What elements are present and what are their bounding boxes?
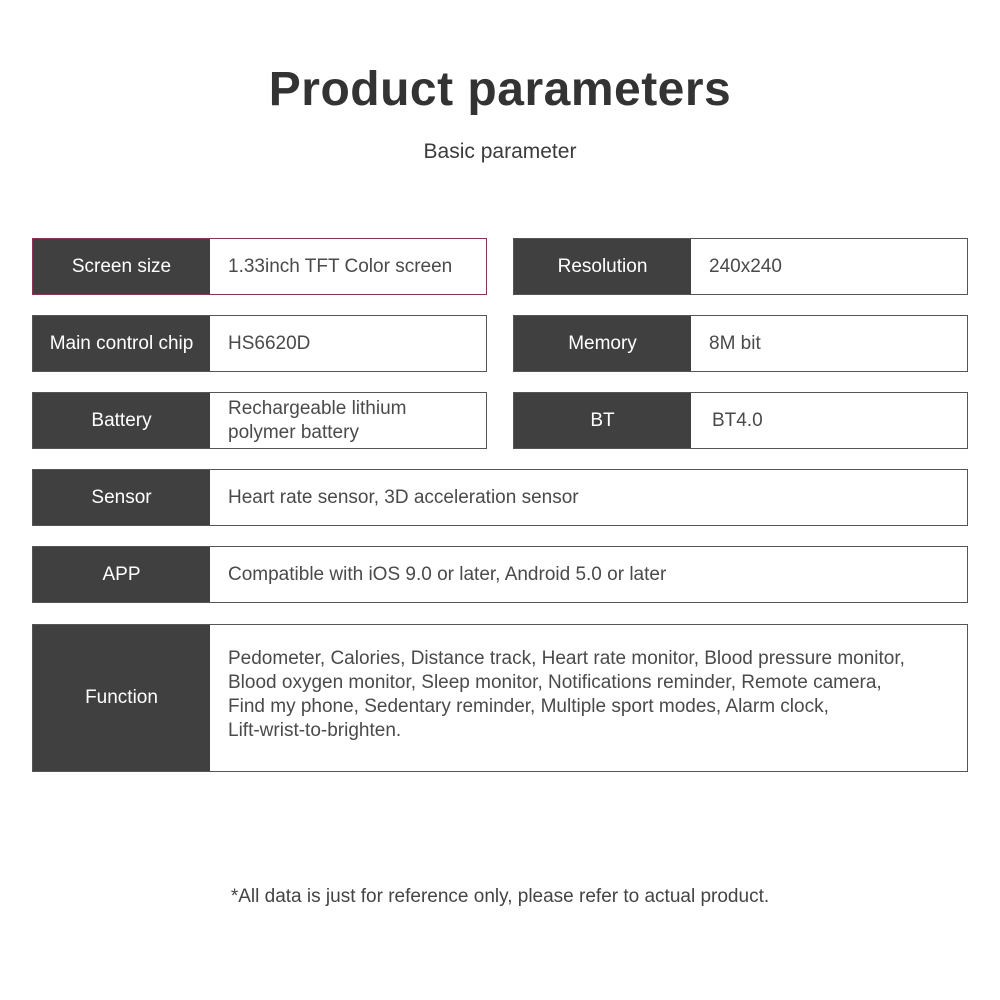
param-row-battery [32, 392, 487, 449]
param-row-resolution [513, 238, 968, 295]
param-value-sensor: Heart rate sensor, 3D acceleration sensor [228, 486, 579, 508]
param-row-sensor [32, 469, 968, 526]
param-row-screen-size [32, 238, 487, 295]
param-label-sensor: Sensor [33, 470, 210, 525]
param-label-app: APP [33, 547, 210, 602]
param-label-bt: BT [514, 393, 691, 448]
page-title: Product parameters [268, 63, 732, 116]
param-label-chip: Main control chip [33, 316, 210, 371]
param-value-memory: 8M bit [709, 332, 761, 354]
footnote: *All data is just for reference only, please refer to actual product. [230, 886, 770, 907]
param-label-screen-size: Screen size [33, 239, 210, 294]
param-value-chip: HS6620D [228, 332, 311, 354]
param-label-resolution: Resolution [514, 239, 691, 294]
param-row-app [32, 546, 968, 603]
param-label-battery: Battery [33, 393, 210, 448]
param-value-bt: BT4.0 [712, 409, 763, 431]
param-label-memory: Memory [514, 316, 691, 371]
param-row-memory [513, 315, 968, 372]
param-row-bt [513, 392, 968, 449]
param-value-resolution: 240x240 [709, 255, 782, 277]
param-value-screen-size: 1.33inch TFT Color screen [228, 255, 453, 277]
param-label-function: Function [33, 625, 210, 771]
param-row-chip [32, 315, 487, 372]
param-value-battery: Rechargeable lithium polymer battery [228, 397, 407, 443]
param-row-function [32, 624, 968, 772]
page-subtitle: Basic parameter [423, 140, 577, 163]
param-value-function: Pedometer, Calories, Distance track, Heart rate monitor, Blood pressure monitor, Blood oxygen monitor, Sleep monitor, Notifications reminder, Remote camera, Find my phone, Sedentary reminder, Multiple sport modes, Alarm clock, Lift-wrist-to-brighten. [228, 648, 905, 741]
param-value-app: Compatible with iOS 9.0 or later, Android 5.0 or later [228, 563, 667, 585]
